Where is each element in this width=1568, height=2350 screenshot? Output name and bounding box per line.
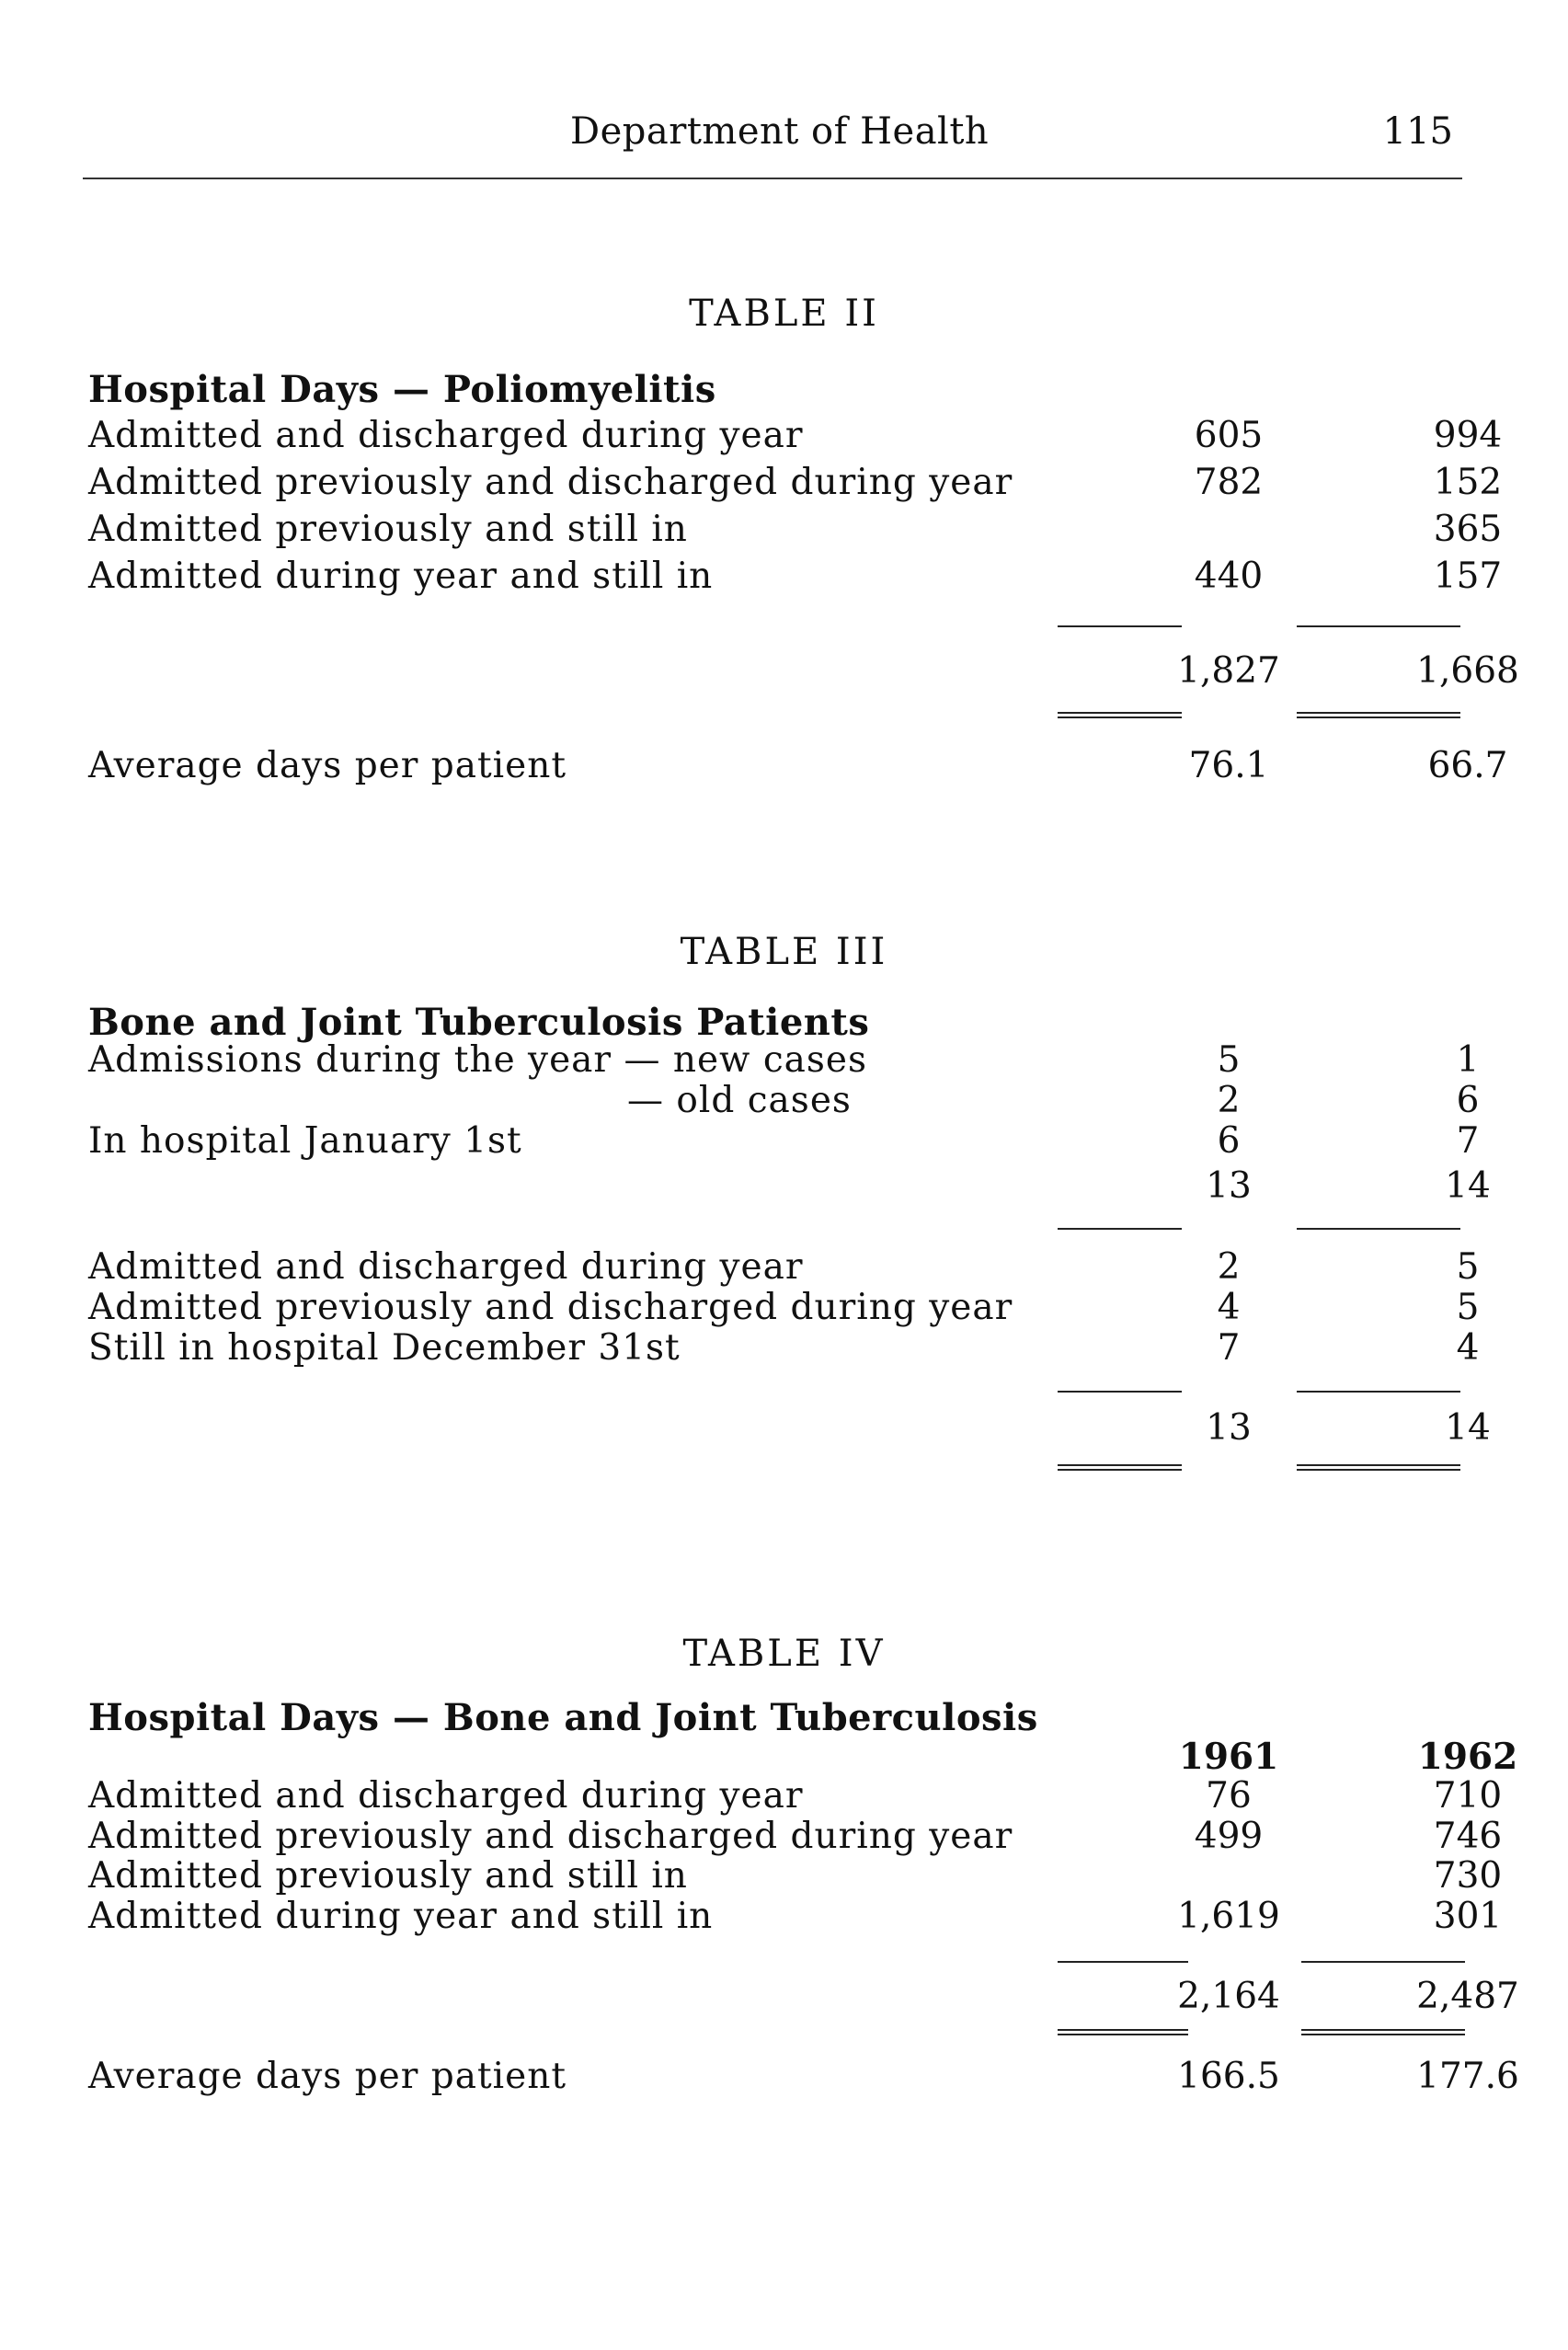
row-value-col1: 782 xyxy=(1194,462,1264,503)
average-col1: 76.1 xyxy=(1188,745,1269,786)
double-rule xyxy=(1058,1464,1182,1471)
double-rule xyxy=(1297,1464,1460,1471)
table-row xyxy=(88,1246,1480,1290)
total-row xyxy=(88,650,1519,694)
subtotal-col2: 14 xyxy=(1445,1165,1491,1207)
row-label: Admitted previously and discharged during year xyxy=(88,1287,1013,1328)
table-row xyxy=(88,1775,1503,1819)
table-2-title: TABLE II xyxy=(689,292,879,335)
row-label: Admitted and discharged during year xyxy=(88,415,804,456)
row-value-col1: 499 xyxy=(1194,1816,1264,1857)
subtotal-row xyxy=(88,1165,1491,1209)
year-header-row xyxy=(88,1736,1518,1780)
sum-rule xyxy=(1058,1228,1182,1230)
table-row xyxy=(88,509,1503,553)
row-value-col1: 6 xyxy=(1217,1120,1241,1162)
table-row xyxy=(88,1120,1480,1164)
row-value-col2: 710 xyxy=(1433,1775,1503,1817)
table-3-heading: Bone and Joint Tuberculosis Patients xyxy=(88,1001,870,1044)
table-row xyxy=(88,556,1503,600)
average-row xyxy=(88,745,1508,789)
table-4-title: TABLE IV xyxy=(682,1633,886,1675)
row-label: Still in hospital December 31st xyxy=(88,1327,681,1369)
year-1962: 1962 xyxy=(1417,1736,1518,1778)
row-value-col1: 2 xyxy=(1217,1080,1241,1121)
total-col2: 1,668 xyxy=(1416,650,1519,692)
average-col2: 177.6 xyxy=(1416,2056,1519,2097)
double-rule xyxy=(1058,2029,1188,2035)
row-value-col2: 4 xyxy=(1456,1327,1480,1369)
row-label: Admitted during year and still in xyxy=(88,1896,714,1937)
page-number: 115 xyxy=(1382,110,1453,153)
row-value-col1: 2 xyxy=(1217,1246,1241,1288)
row-value-col1: 605 xyxy=(1194,415,1264,456)
row-value-col1: 7 xyxy=(1217,1327,1241,1369)
row-value-col2: 746 xyxy=(1433,1816,1503,1857)
row-label: Admitted previously and still in xyxy=(88,1855,688,1897)
average-row xyxy=(88,2056,1519,2100)
double-rule xyxy=(1297,712,1460,718)
total-col1: 1,827 xyxy=(1177,650,1280,692)
sum-rule xyxy=(1297,1228,1460,1230)
sum-rule xyxy=(1058,625,1182,627)
table-row xyxy=(88,1855,1503,1899)
row-label: Admitted during year and still in xyxy=(88,556,714,597)
sum-rule xyxy=(1301,1961,1465,1963)
sum-rule xyxy=(1297,1391,1460,1393)
average-label: Average days per patient xyxy=(88,745,567,786)
table-4-heading: Hospital Days — Bone and Joint Tuberculosis xyxy=(88,1696,1038,1739)
table-2-heading: Hospital Days — Poliomyelitis xyxy=(88,368,716,411)
row-label: Admitted and discharged during year xyxy=(88,1246,804,1288)
subtotal-col1: 13 xyxy=(1206,1165,1252,1207)
row-label: — old cases xyxy=(627,1080,852,1121)
total-row xyxy=(88,1407,1491,1451)
total-col2: 2,487 xyxy=(1416,1976,1519,2017)
row-label: Admitted previously and discharged during year xyxy=(88,1816,1013,1857)
header-rule xyxy=(83,178,1462,179)
row-value-col2: 301 xyxy=(1433,1896,1503,1937)
row-label: In hospital January 1st xyxy=(88,1120,522,1162)
header-title: Department of Health xyxy=(570,110,990,153)
table-row xyxy=(88,462,1503,506)
average-col1: 166.5 xyxy=(1177,2056,1280,2097)
row-value-col2: 157 xyxy=(1433,556,1503,597)
row-value-col2: 152 xyxy=(1433,462,1503,503)
row-label: Admissions during the year — new cases xyxy=(88,1039,868,1081)
total-row xyxy=(88,1976,1519,2020)
total-col2: 14 xyxy=(1445,1407,1491,1449)
row-value-col1: 4 xyxy=(1217,1287,1241,1328)
row-value-col2: 730 xyxy=(1433,1855,1503,1897)
table-row xyxy=(88,1287,1480,1331)
table-3-title: TABLE III xyxy=(680,931,888,973)
double-rule xyxy=(1301,2029,1465,2035)
row-value-col2: 5 xyxy=(1456,1246,1480,1288)
row-value-col1: 5 xyxy=(1217,1039,1241,1081)
total-col1: 2,164 xyxy=(1177,1976,1280,2017)
table-row xyxy=(88,1327,1480,1371)
sum-rule xyxy=(1297,625,1460,627)
table-row xyxy=(88,1896,1503,1940)
double-rule xyxy=(1058,712,1182,718)
sum-rule xyxy=(1058,1961,1188,1963)
row-value-col1: 440 xyxy=(1194,556,1264,597)
average-col2: 66.7 xyxy=(1427,745,1508,786)
row-value-col2: 6 xyxy=(1456,1080,1480,1121)
row-label: Admitted previously and still in xyxy=(88,509,688,550)
row-label: Admitted previously and discharged during year xyxy=(88,462,1013,503)
row-value-col2: 5 xyxy=(1456,1287,1480,1328)
sum-rule xyxy=(1058,1391,1182,1393)
row-label: Admitted and discharged during year xyxy=(88,1775,804,1817)
row-value-col2: 994 xyxy=(1433,415,1503,456)
running-head xyxy=(83,110,1471,166)
row-value-col1: 76 xyxy=(1206,1775,1252,1817)
row-value-col2: 7 xyxy=(1456,1120,1480,1162)
row-value-col1: 1,619 xyxy=(1177,1896,1280,1937)
table-row xyxy=(88,1039,1480,1083)
total-col1: 13 xyxy=(1206,1407,1252,1449)
row-value-col2: 1 xyxy=(1456,1039,1480,1081)
table-row xyxy=(88,1080,1480,1124)
table-row xyxy=(88,1816,1503,1860)
year-1961: 1961 xyxy=(1178,1736,1279,1778)
row-value-col2: 365 xyxy=(1433,509,1503,550)
table-row xyxy=(88,415,1503,459)
average-label: Average days per patient xyxy=(88,2056,567,2097)
